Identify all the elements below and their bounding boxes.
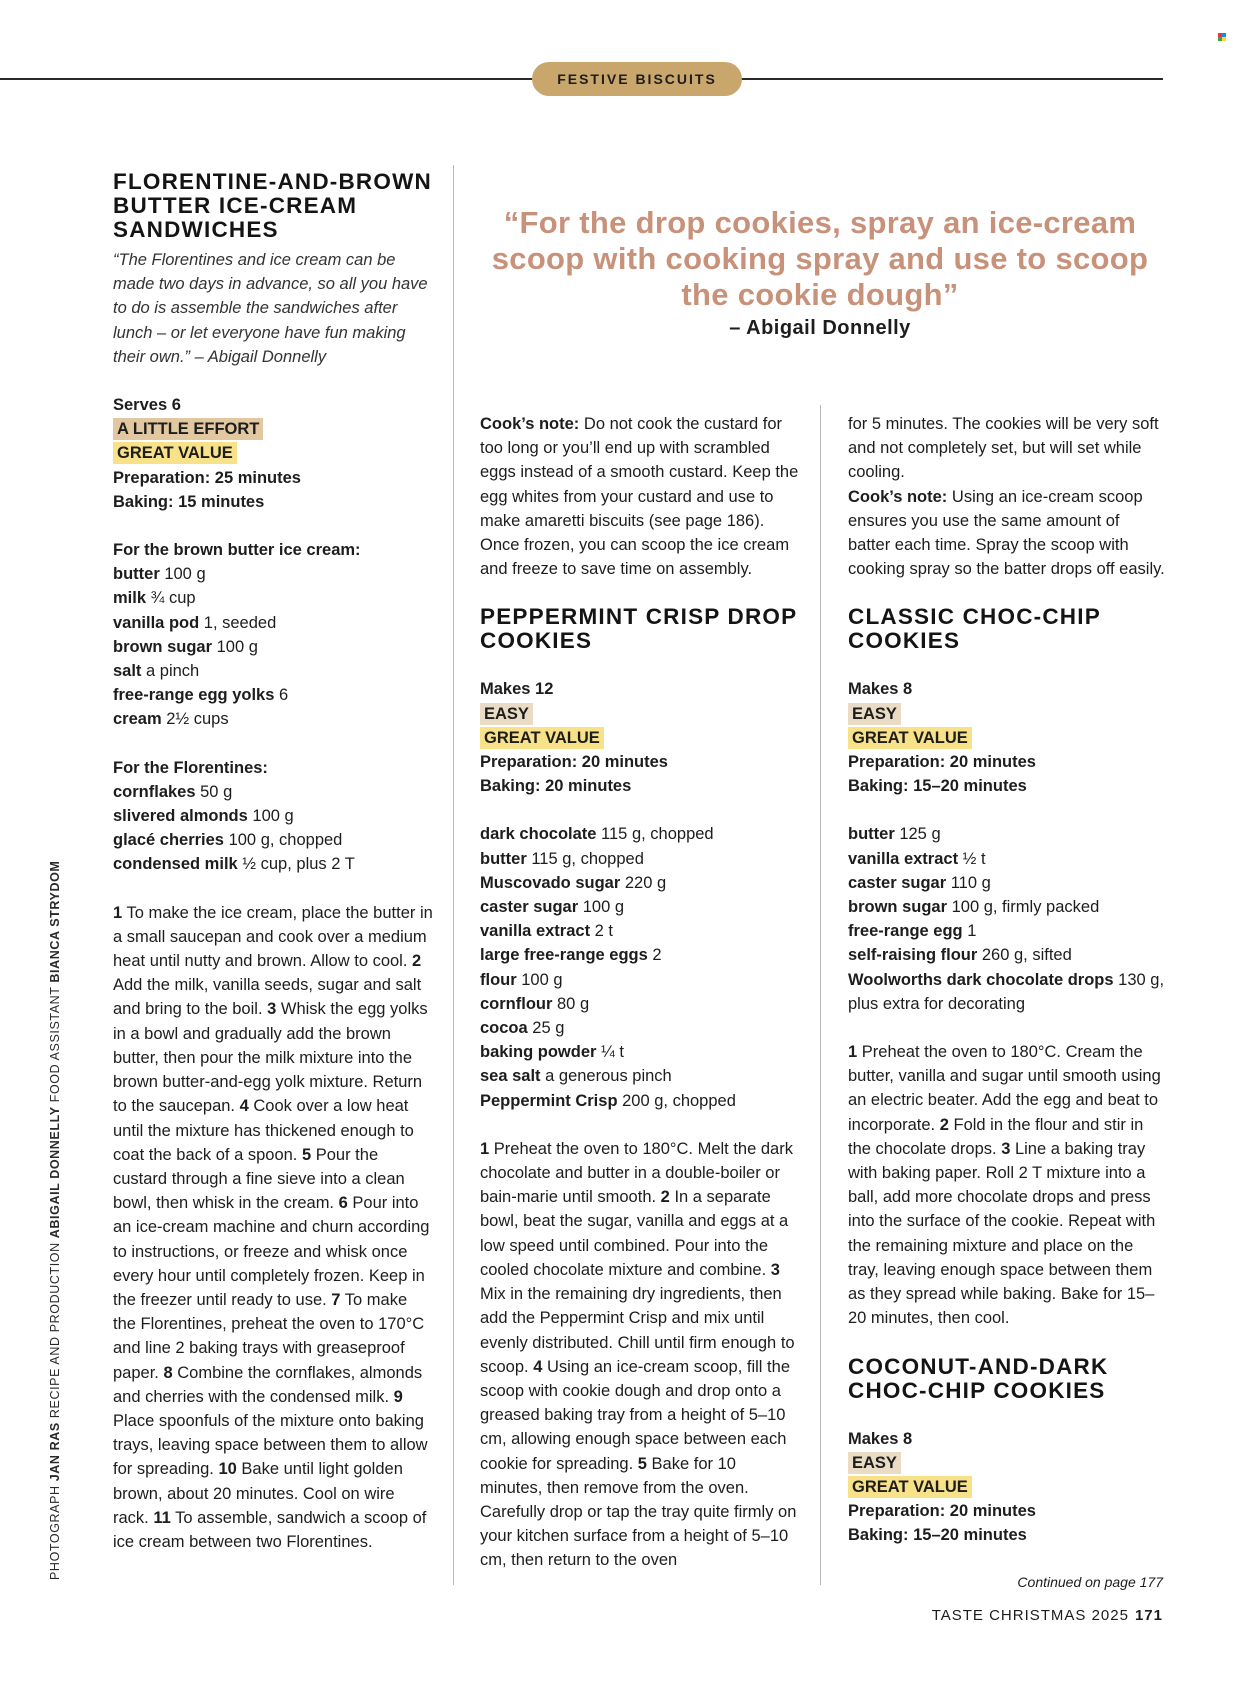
makes: Makes 8 [848, 1429, 913, 1448]
ingredient: brown sugar 100 g [113, 637, 258, 656]
ingredient: free-range egg 1 [848, 922, 977, 941]
bake-time: Baking: 15–20 minutes [848, 777, 1027, 796]
easy-badge: EASY [480, 703, 533, 725]
makes: Makes 8 [848, 680, 913, 699]
easy-badge: EASY [848, 1452, 901, 1474]
ingredient: vanilla extract 2 t [480, 922, 613, 941]
method-continued: for 5 minutes. The cookies will be very soft and not completely set, but will set while cooling. [848, 415, 1159, 482]
recipe-title: PEPPERMINT CRISP DROP COOKIES [480, 604, 797, 654]
pull-quote: “For the drop cookies, spray an ice-cream scoop with cooking spray and use to scoop the cookie dough” [491, 205, 1149, 312]
page-number: 171 [1134, 1607, 1163, 1624]
ingredient: vanilla pod 1, seeded [113, 613, 277, 632]
ingredient: butter 100 g [113, 565, 206, 584]
bake-time: Baking: 15 minutes [113, 492, 265, 511]
color-registration-icon [1218, 33, 1226, 41]
ingredient: self-raising flour 260 g, sifted [848, 946, 1072, 965]
ingredient: milk ¾ cup [113, 589, 196, 608]
value-badge: GREAT VALUE [113, 442, 237, 464]
recipe-title: FLORENTINE-AND-BROWN BUTTER ICE-CREAM SANDWICHES [113, 169, 432, 242]
recipe-column-3 [848, 412, 1166, 1548]
ingredient: caster sugar 110 g [848, 873, 991, 892]
column-divider [820, 405, 821, 1585]
pull-quote-attribution: – Abigail Donnelly [729, 317, 911, 339]
method: 1 To make the ice cream, place the butter in a small saucepan and cook over a medium heat until nutty and brown. Allow to cool. 2 Add the milk, vanilla seeds, sugar and salt and bring to the boil. 3 Whisk the egg yolks in a bowl and gradually add the brown butter, then pour the milk mixture into the brown butter-and-egg yolk mixture. Return to the saucepan. 4 Cook over a low heat until the mixture has thickened enough to coat the back of a spoon. 5 Pour the custard through a fine sieve into a clean bowl, then whisk in the cream. 6 Pour into an ice-cream machine and churn according to instructions, or freeze and whisk once every hour until completely frozen. Keep in the freezer until ready to use. 7 To make the Florentines, preheat the oven to 170°C and line 2 baking trays with greaseproof paper. 8 Combine the cornflakes, almonds and cherries with the condensed milk. 9 Place spoonfuls of the mixture onto baking trays, leaving space between them to allow for spreading. 10 Bake until light golden brown, about 20 minutes. Cool on wire rack. 11 To assemble, sandwich a scoop of ice cream between two Florentines. [113, 903, 433, 1551]
makes: Makes 12 [480, 680, 554, 699]
easy-badge: EASY [848, 703, 901, 725]
ingredient: slivered almonds 100 g [113, 807, 294, 826]
serves: Serves 6 [113, 396, 181, 415]
ingredient-list [113, 562, 433, 731]
ingredient-group-heading: For the Florentines: [113, 758, 268, 777]
recipe-intro: “The Florentines and ice cream can be made two days in advance, so all you have to do is assemble the sandwiches after lunch – or let everyone have fun making their own.” – Abigail Donnelly [113, 251, 428, 366]
ingredient: cornflour 80 g [480, 994, 590, 1013]
ingredient-list [113, 780, 433, 877]
column-divider [453, 165, 454, 1585]
bake-time: Baking: 20 minutes [480, 777, 632, 796]
recipe-title: COCONUT-AND-DARK CHOC-CHIP COOKIES [848, 1353, 1109, 1403]
ingredient: free-range egg yolks 6 [113, 686, 289, 705]
ingredient: cornflakes 50 g [113, 782, 233, 801]
section-label: FESTIVE BISCUITS [532, 62, 742, 96]
value-badge: GREAT VALUE [848, 727, 972, 749]
ingredient-list [480, 822, 800, 1112]
ingredient-group-heading: For the brown butter ice cream: [113, 541, 361, 560]
prep-time: Preparation: 20 minutes [848, 1502, 1036, 1521]
recipe-peppermint [480, 412, 800, 1573]
value-badge: GREAT VALUE [480, 727, 604, 749]
ingredient: flour 100 g [480, 970, 563, 989]
ingredient: Peppermint Crisp 200 g, chopped [480, 1091, 736, 1110]
ingredient: dark chocolate 115 g, chopped [480, 825, 714, 844]
page-footer [860, 1607, 1163, 1624]
prep-time: Preparation: 25 minutes [113, 468, 301, 487]
prep-time: Preparation: 20 minutes [848, 753, 1036, 772]
cooks-note: Cook’s note: Using an ice-cream scoop ensures you use the same amount of batter each time. Spray the scoop with cooking spray so the batter drops off easily. [848, 487, 1165, 579]
bake-time: Baking: 15–20 minutes [848, 1526, 1027, 1545]
cooks-note: Cook’s note: Do not cook the custard for too long or you’ll end up with scrambled eggs instead of a smooth custard. Keep the egg whites from your custard and use to make amaretti biscuits (see page 186). Once frozen, you can scoop the ice cream and freeze to save time on assembly. [480, 415, 799, 579]
ingredient: Woolworths dark chocolate drops 130 g, plus extra for decorating [848, 970, 1165, 1013]
magazine-name: TASTE CHRISTMAS 2025 [931, 1607, 1129, 1624]
ingredient: cocoa 25 g [480, 1019, 565, 1038]
ingredient: cream 2½ cups [113, 710, 229, 729]
ingredient: butter 115 g, chopped [480, 849, 644, 868]
continued-note: Continued on page 177 [1017, 1574, 1163, 1590]
recipe-florentine [113, 170, 433, 1554]
photo-credit: PHOTOGRAPH JAN RAS RECIPE AND PRODUCTION ABIGAIL DONNELLY FOOD ASSISTANT BIANCA STRYDOM [48, 860, 62, 1580]
effort-badge: A LITTLE EFFORT [113, 418, 263, 440]
method: 1 Preheat the oven to 180°C. Melt the dark chocolate and butter in a double-boiler or bain-marie until smooth. 2 In a separate bowl, beat the sugar, vanilla and eggs at a low speed until combined. Pour into the cooled chocolate mixture and combine. 3 Mix in the remaining dry ingredients, then add the Peppermint Crisp and mix until evenly distributed. Chill until firm enough to scoop. 4 Using an ice-cream scoop, fill the scoop with cookie dough and drop onto a greased baking tray from a height of 5–10 cm, allowing enough space between each cookie for spreading. 5 Bake for 10 minutes, then remove from the oven. Carefully drop or tap the tray quite firmly on your kitchen surface from a height of 5–10 cm, then return to the oven [480, 1139, 797, 1570]
ingredient: brown sugar 100 g, firmly packed [848, 898, 1100, 917]
ingredient: vanilla extract ½ t [848, 849, 986, 868]
ingredient: glacé cherries 100 g, chopped [113, 831, 343, 850]
ingredient: salt a pinch [113, 662, 200, 681]
ingredient: baking powder ¼ t [480, 1043, 624, 1062]
ingredient: condensed milk ½ cup, plus 2 T [113, 855, 355, 874]
ingredient: Muscovado sugar 220 g [480, 873, 667, 892]
prep-time: Preparation: 20 minutes [480, 753, 668, 772]
method: 1 Preheat the oven to 180°C. Cream the butter, vanilla and sugar until smooth using an electric beater. Add the egg and beat to incorporate. 2 Fold in the flour and stir in the chocolate drops. 3 Line a baking tray with baking paper. Roll 2 T mixture into a ball, add more chocolate drops and press into the surface of the cookie. Repeat with the remaining mixture and place on the tray, leaving enough space between them as they spread while baking. Bake for 15–20 minutes, then cool. [848, 1043, 1161, 1328]
value-badge: GREAT VALUE [848, 1476, 972, 1498]
ingredient: large free-range eggs 2 [480, 946, 662, 965]
recipe-title: CLASSIC CHOC-CHIP COOKIES [848, 604, 1101, 654]
ingredient: caster sugar 100 g [480, 898, 625, 917]
ingredient: sea salt a generous pinch [480, 1067, 672, 1086]
ingredient-list [848, 822, 1166, 1016]
ingredient: butter 125 g [848, 825, 941, 844]
